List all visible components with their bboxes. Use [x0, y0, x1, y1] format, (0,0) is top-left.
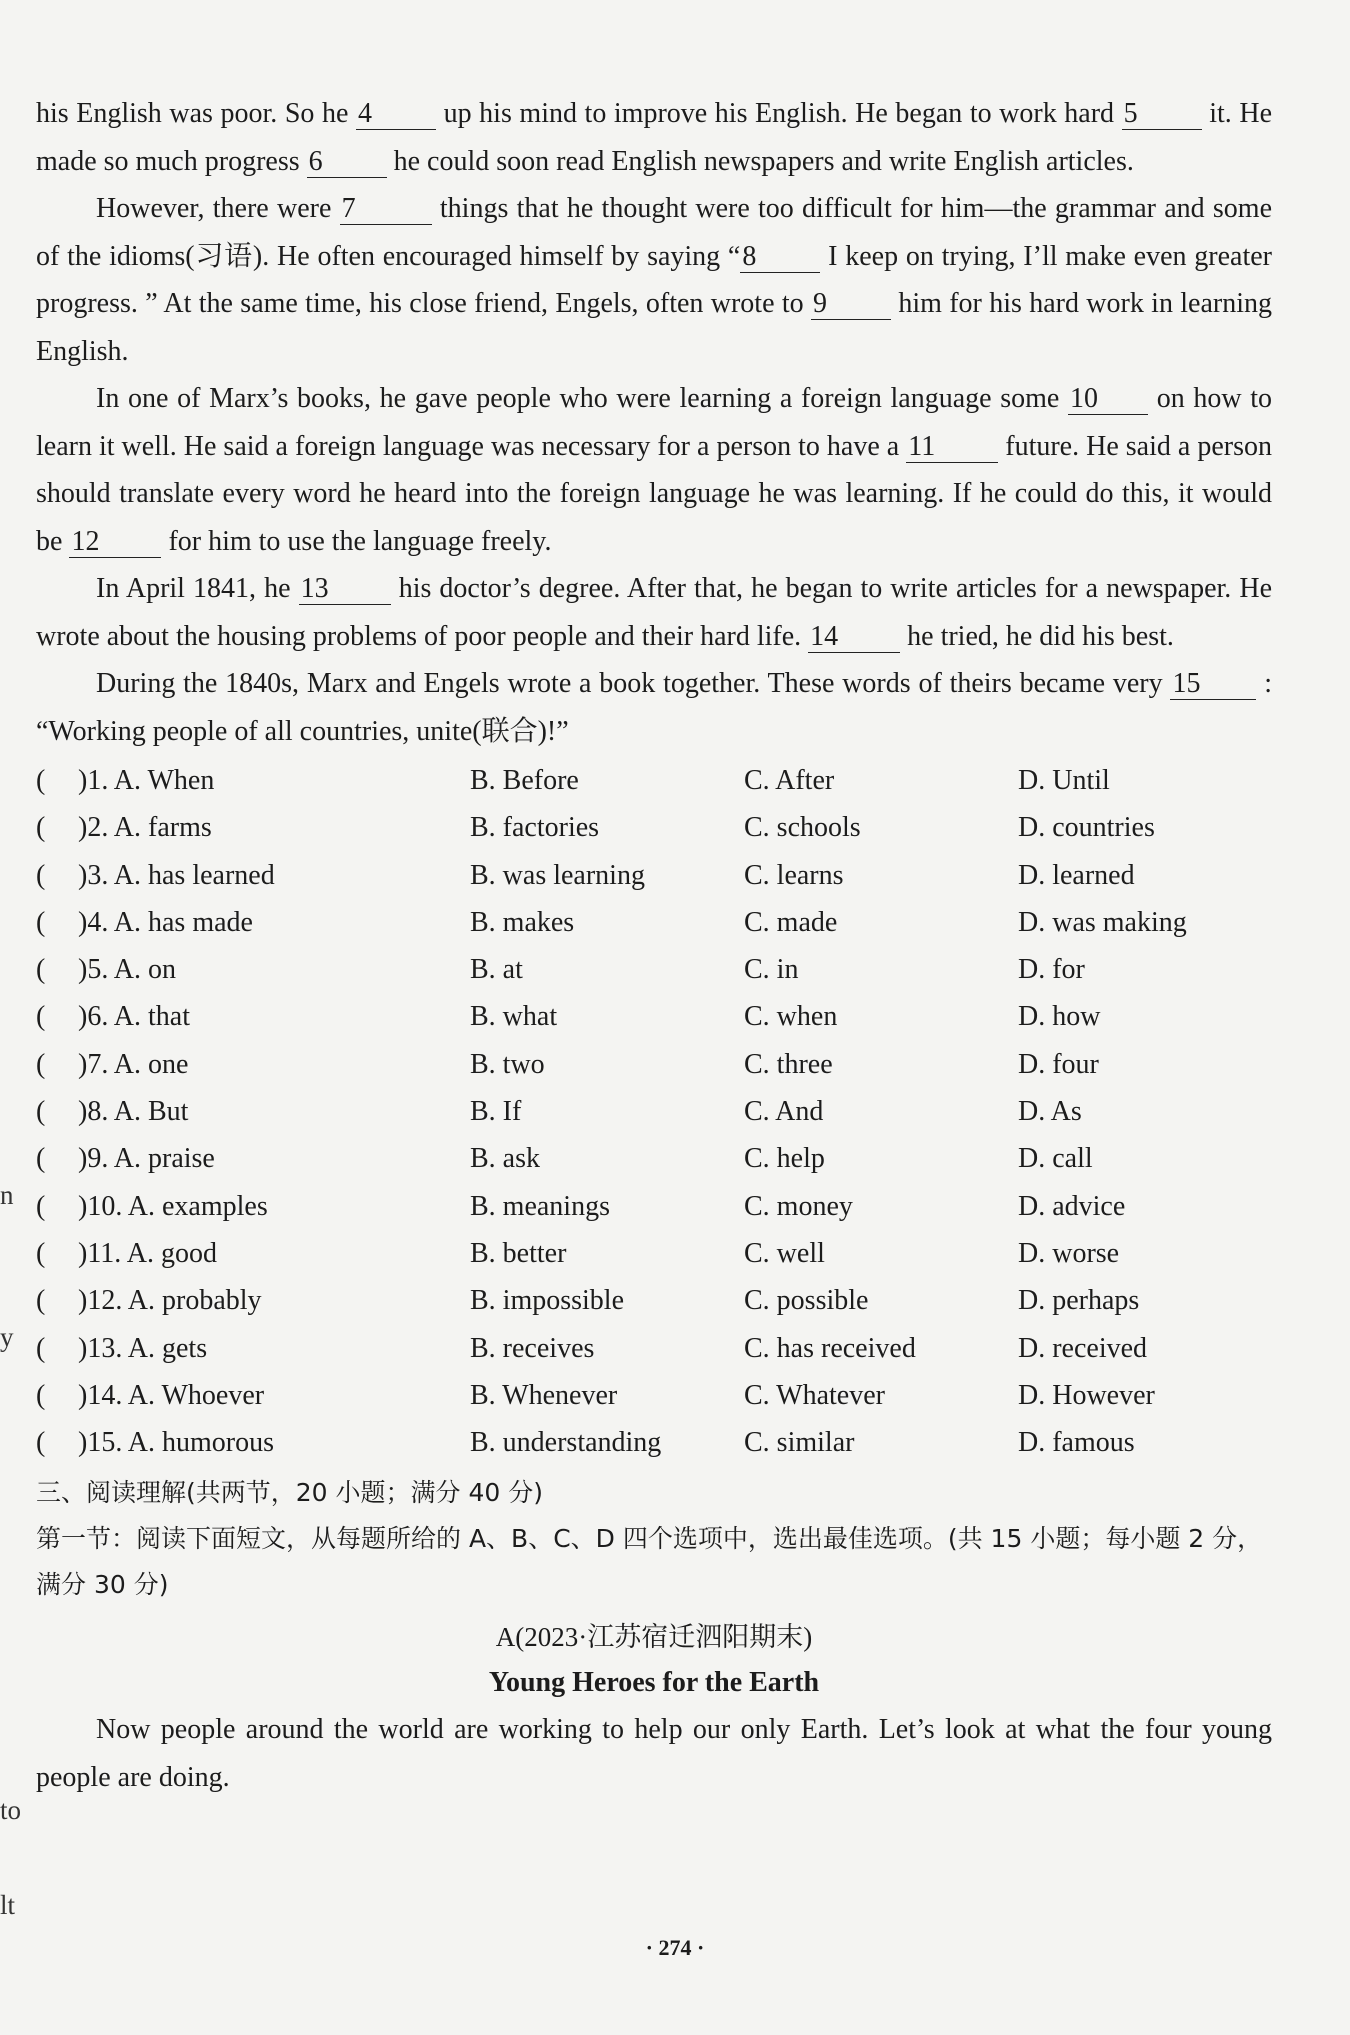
text: I keep on trying, I’ll make even greater progress. ” At the same time, his close friend, Engels, often wrote to	[36, 240, 1273, 319]
option-a: )14. A. Whoever	[78, 1379, 265, 1411]
option-a: )1. A. When	[78, 765, 215, 796]
option-a: )3. A. has learned	[78, 859, 275, 891]
option-row	[36, 1088, 1272, 1135]
option-c: C. made	[744, 906, 838, 938]
option-row	[36, 1230, 1272, 1277]
option-c: C. After	[744, 765, 835, 796]
option-d: D. famous	[1018, 1427, 1135, 1459]
answer-paren: (	[36, 1048, 46, 1080]
option-d: D. for	[1018, 954, 1085, 986]
option-row	[36, 946, 1272, 993]
option-c: C. help	[744, 1143, 825, 1175]
text: : “Working people of all countries, unite(联合)!”	[36, 668, 1273, 747]
option-c: C. learns	[744, 859, 844, 891]
answer-paren: (	[36, 1143, 46, 1175]
option-row	[36, 852, 1272, 899]
paragraph-3	[36, 375, 1272, 565]
option-c: C. when	[744, 1001, 838, 1033]
section-title: 三、阅读理解(共两节，20 小题；满分 40 分)	[36, 1478, 543, 1508]
text: his English was poor. So he	[36, 98, 349, 129]
option-row	[36, 804, 1272, 851]
answer-paren: (	[36, 1285, 46, 1317]
option-d: D. learned	[1018, 859, 1135, 891]
option-b: B. ask	[470, 1143, 540, 1175]
option-c: C. possible	[744, 1285, 869, 1317]
answer-paren: (	[36, 859, 46, 891]
option-d: D. As	[1018, 1096, 1082, 1128]
blank-4: 4	[356, 99, 436, 130]
option-a: )13. A. gets	[78, 1332, 208, 1364]
option-b: B. makes	[470, 906, 575, 938]
blank-5: 5	[1122, 99, 1202, 130]
option-b: B. If	[470, 1096, 522, 1128]
text: During the 1840s, Marx and Engels wrote a book together. These words of theirs became very	[96, 668, 1163, 699]
option-c: C. money	[744, 1190, 853, 1222]
margin-fragment: y	[0, 1322, 14, 1352]
option-d: D. worse	[1018, 1237, 1120, 1269]
answer-paren: (	[36, 1096, 46, 1128]
option-d: D. perhaps	[1018, 1285, 1140, 1317]
option-d: D. received	[1018, 1332, 1148, 1364]
paragraph-4	[36, 565, 1272, 660]
option-a: )2. A. farms	[78, 812, 212, 844]
blank-10: 10	[1068, 384, 1148, 415]
option-c: C. Whatever	[744, 1379, 885, 1411]
option-b: B. Before	[470, 765, 579, 796]
margin-fragment: n	[0, 1180, 14, 1210]
option-a: )12. A. probably	[78, 1285, 262, 1317]
option-d: D. was making	[1018, 906, 1187, 938]
option-a: )5. A. on	[78, 954, 176, 986]
answer-paren: (	[36, 1332, 46, 1364]
text: In one of Marx’s books, he gave people who were learning a foreign language some	[96, 383, 1060, 414]
option-a: )6. A. that	[78, 1001, 190, 1033]
option-b: B. better	[470, 1237, 567, 1269]
option-a: )15. A. humorous	[78, 1427, 274, 1459]
option-c: C. well	[744, 1237, 825, 1269]
option-row	[36, 1183, 1272, 1230]
option-d: D. advice	[1018, 1190, 1126, 1222]
paragraph-5	[36, 660, 1272, 755]
blank-12: 12	[69, 527, 161, 558]
option-row	[36, 993, 1272, 1040]
text: up his mind to improve his English. He began to work hard	[443, 98, 1115, 129]
text: his doctor’s degree. After that, he began to write articles for a newspaper. He wrote about the housing problems of poor people and their hard life.	[36, 573, 1273, 652]
answer-paren: (	[36, 1001, 46, 1033]
option-a: )11. A. good	[78, 1237, 217, 1269]
text: for him to use the language freely.	[168, 525, 552, 557]
answer-paren: (	[36, 812, 46, 844]
blank-13: 13	[299, 574, 391, 605]
answer-paren: (	[36, 1190, 46, 1222]
blank-6: 6	[307, 147, 387, 178]
option-row	[36, 757, 1272, 804]
blank-8: 8	[740, 242, 820, 273]
answer-paren: (	[36, 1427, 46, 1459]
margin-fragment: lt	[0, 1890, 16, 1920]
option-c: C. similar	[744, 1427, 855, 1459]
blank-7: 7	[340, 194, 432, 225]
answer-paren: (	[36, 954, 46, 986]
answer-paren: (	[36, 906, 46, 938]
option-row	[36, 1041, 1272, 1088]
option-c: C. three	[744, 1048, 833, 1080]
option-a: )9. A. praise	[78, 1143, 215, 1175]
option-row	[36, 1325, 1272, 1372]
blank-14: 14	[808, 622, 900, 653]
margin-fragment: to	[0, 1795, 22, 1825]
option-c: C. in	[744, 954, 799, 986]
option-b: B. was learning	[470, 859, 645, 891]
options-list	[36, 757, 1272, 1466]
option-b: B. what	[470, 1001, 558, 1033]
section-instruction: 第一节：阅读下面短文，从每题所给的 A、B、C、D 四个选项中，选出最佳选项。(共 15 小题；每小题 2 分，满分 30 分)	[36, 1524, 1263, 1600]
option-d: D. However	[1018, 1379, 1155, 1411]
paragraph-2	[36, 185, 1272, 375]
option-b: B. meanings	[470, 1190, 610, 1222]
paragraph-1	[36, 90, 1272, 185]
option-row	[36, 1372, 1272, 1419]
passage-intro: Now people around the world are working to help our only Earth. Let’s look at what the four young people are doing.	[36, 1714, 1272, 1793]
option-c: C. has received	[744, 1332, 916, 1364]
option-d: D. four	[1018, 1048, 1099, 1080]
text: In April 1841, he	[96, 573, 291, 604]
text: him for his hard work in learning English.	[36, 288, 1273, 367]
text: he could soon read English newspapers and write English articles.	[393, 145, 1134, 177]
option-row	[36, 899, 1272, 946]
text: future. He said a person should translate every word he heard into the foreign language he was learning. If he could do this, it would be	[36, 430, 1272, 557]
option-a: )4. A. has made	[78, 906, 253, 938]
blank-11: 11	[906, 432, 998, 463]
option-c: C. schools	[744, 812, 861, 844]
option-a: )7. A. one	[78, 1048, 189, 1080]
text: things that he thought were too difficult for him—the grammar and some of the idioms(习语). He often encouraged himself by saying “	[36, 193, 1273, 272]
option-b: B. understanding	[470, 1427, 662, 1459]
text: it. He made so much progress	[36, 98, 1273, 177]
option-b: B. Whenever	[470, 1379, 618, 1411]
page-number: · 274 ·	[645, 1935, 705, 1960]
option-b: B. impossible	[470, 1285, 625, 1317]
blank-15: 15	[1170, 669, 1256, 700]
text: he tried, he did his best.	[907, 620, 1174, 652]
answer-paren: (	[36, 1379, 46, 1411]
page-content	[36, 90, 1272, 1801]
option-c: C. And	[744, 1096, 824, 1128]
option-row	[36, 1135, 1272, 1182]
option-b: B. receives	[470, 1332, 595, 1364]
answer-paren: (	[36, 765, 46, 796]
option-d: D. call	[1018, 1143, 1093, 1175]
answer-paren: (	[36, 1237, 46, 1269]
passage-label: A(2023·江苏宿迁泗阳期末)	[495, 1622, 813, 1653]
option-d: D. countries	[1018, 812, 1155, 844]
text: However, there were	[96, 193, 332, 224]
option-a: )8. A. But	[78, 1096, 189, 1128]
option-b: B. at	[470, 954, 523, 986]
blank-9: 9	[811, 289, 891, 320]
option-a: )10. A. examples	[78, 1190, 268, 1222]
option-row	[36, 1277, 1272, 1324]
passage-title: Young Heroes for the Earth	[488, 1667, 820, 1699]
option-b: B. factories	[470, 812, 600, 844]
option-d: D. Until	[1018, 765, 1110, 796]
text: on how to learn it well. He said a foreign language was necessary for a person to have a	[36, 383, 1273, 462]
option-row	[36, 1419, 1272, 1466]
option-b: B. two	[470, 1048, 545, 1080]
option-d: D. how	[1018, 1001, 1101, 1033]
